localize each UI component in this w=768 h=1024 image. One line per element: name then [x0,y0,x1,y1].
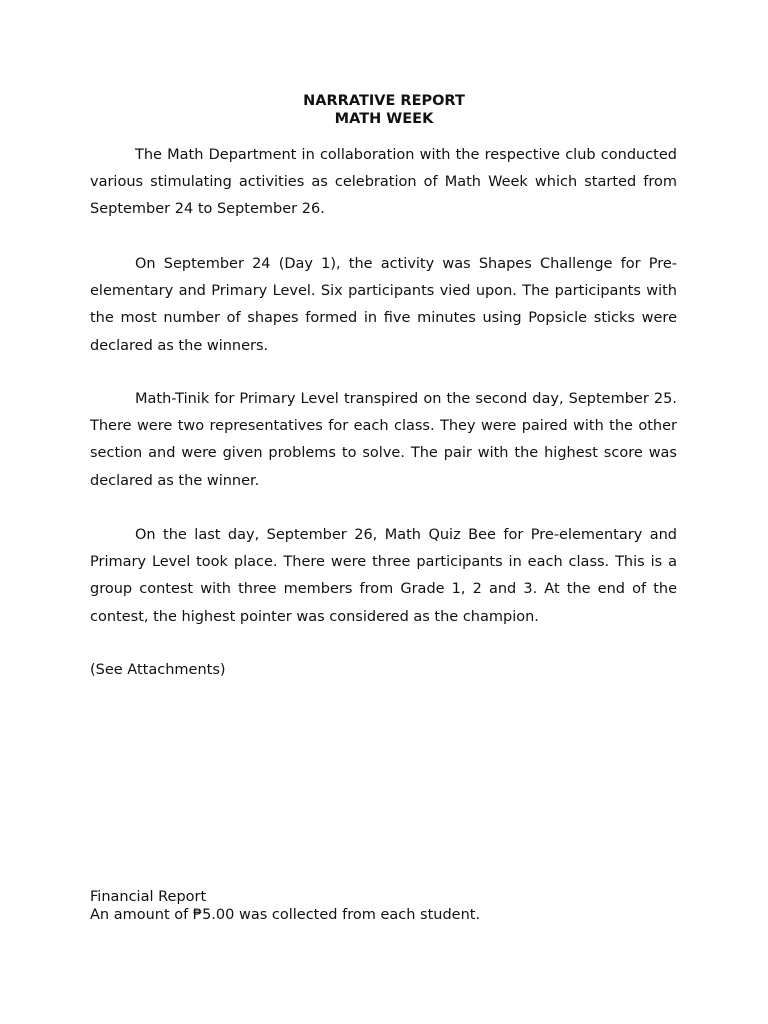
paragraph-day-3: On the last day, September 26, Math Quiz Bee for Pre-elementary and Primary Level took place. There were three participants in each class. This is a group contest with three members from Grade 1, 2 and 3. At the end of the contest, the highest pointer was considered as the champion. [90,527,677,625]
paragraph-day-1: On September 24 (Day 1), the activity was Shapes Challenge for Pre-elementary and Primary Level. Six participants vied upon. The participants with the most number of shapes formed in five minutes using Popsicle sticks were declared as the winners. [90,256,677,354]
attachments-note: (See Attachments) [90,662,226,678]
financial-report-heading: Financial Report [90,889,207,905]
financial-report-text: An amount of ₱5.00 was collected from each student. [90,907,481,923]
paragraph-day-2: Math-Tinik for Primary Level transpired on the second day, September 25. There were two representatives for each class. They were paired with the other section and were given problems to solve. The pair with the highest score was declared as the winner. [90,391,677,489]
report-title: NARRATIVE REPORT [303,93,465,109]
report-subtitle: MATH WEEK [334,111,434,127]
paragraph-intro: The Math Department in collaboration with the respective club conducted various stimulating activities as celebration of Math Week which started from September 24 to September 26. [90,147,677,218]
